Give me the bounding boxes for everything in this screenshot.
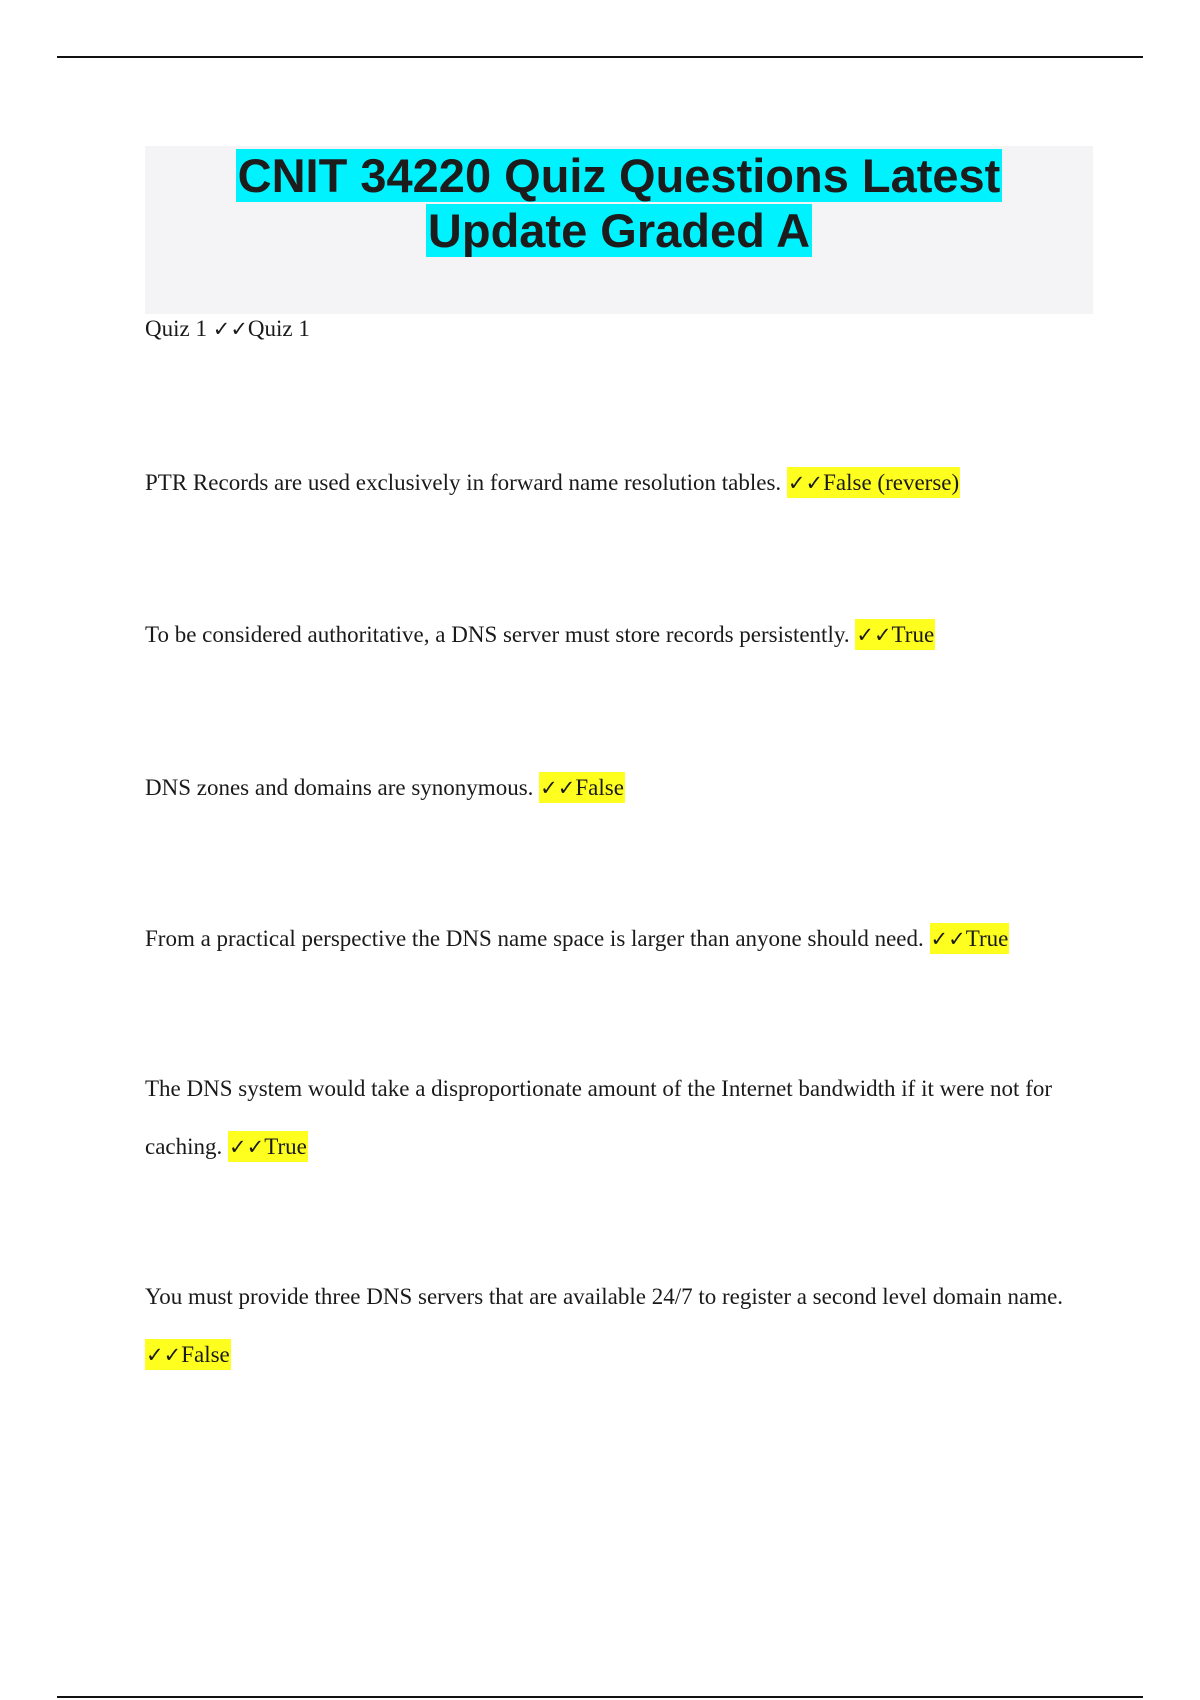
question-item [145, 910, 1085, 968]
title-line-1: CNIT 34220 Quiz Questions Latest [237, 149, 1001, 202]
check-mark-icon: ✓✓ [930, 927, 966, 951]
question-text: To be considered authoritative, a DNS server must store records persistently. [145, 622, 856, 647]
quiz-header [145, 300, 1085, 358]
question-item [145, 1060, 1085, 1176]
check-mark-icon: ✓✓ [212, 317, 248, 341]
answer-highlight [787, 467, 960, 498]
top-rule [57, 56, 1143, 58]
quiz-header-suffix: Quiz 1 [247, 316, 310, 341]
check-mark-icon: ✓✓ [146, 1343, 182, 1367]
question-text: The DNS system would take a disproportionate amount of the Internet bandwidth if it were not for caching. [145, 1076, 1053, 1159]
answer-highlight [539, 772, 625, 803]
question-item [145, 454, 1085, 512]
answer-text: True [891, 622, 935, 647]
question-text: PTR Records are used exclusively in forward name resolution tables. [145, 470, 787, 495]
answer-text: False [181, 1342, 230, 1367]
title-line-2: Update Graded A [427, 204, 811, 257]
answer-highlight [145, 1339, 231, 1370]
answer-text: False (reverse) [823, 470, 960, 495]
quiz-header-prefix: Quiz 1 [145, 316, 213, 341]
answer-highlight [228, 1131, 308, 1162]
question-item [145, 1268, 1085, 1384]
check-mark-icon: ✓✓ [229, 1135, 265, 1159]
question-text: From a practical perspective the DNS name space is larger than anyone should need. [145, 926, 930, 951]
check-mark-icon: ✓✓ [787, 471, 824, 495]
check-mark-icon: ✓✓ [856, 623, 892, 647]
answer-text: True [264, 1134, 307, 1159]
question-text: DNS zones and domains are synonymous. [145, 775, 540, 800]
answer-text: False [575, 775, 624, 800]
check-mark-icon: ✓✓ [540, 776, 576, 800]
title-box [145, 146, 1093, 314]
answer-highlight [855, 619, 935, 650]
document-title [145, 146, 1093, 258]
answer-highlight [930, 923, 1010, 954]
question-item [145, 606, 1085, 664]
question-text: You must provide three DNS servers that are available 24/7 to register a second level domain name. [145, 1284, 1064, 1309]
bottom-rule [57, 1696, 1143, 1698]
answer-text: True [965, 926, 1009, 951]
question-item [145, 759, 1085, 817]
